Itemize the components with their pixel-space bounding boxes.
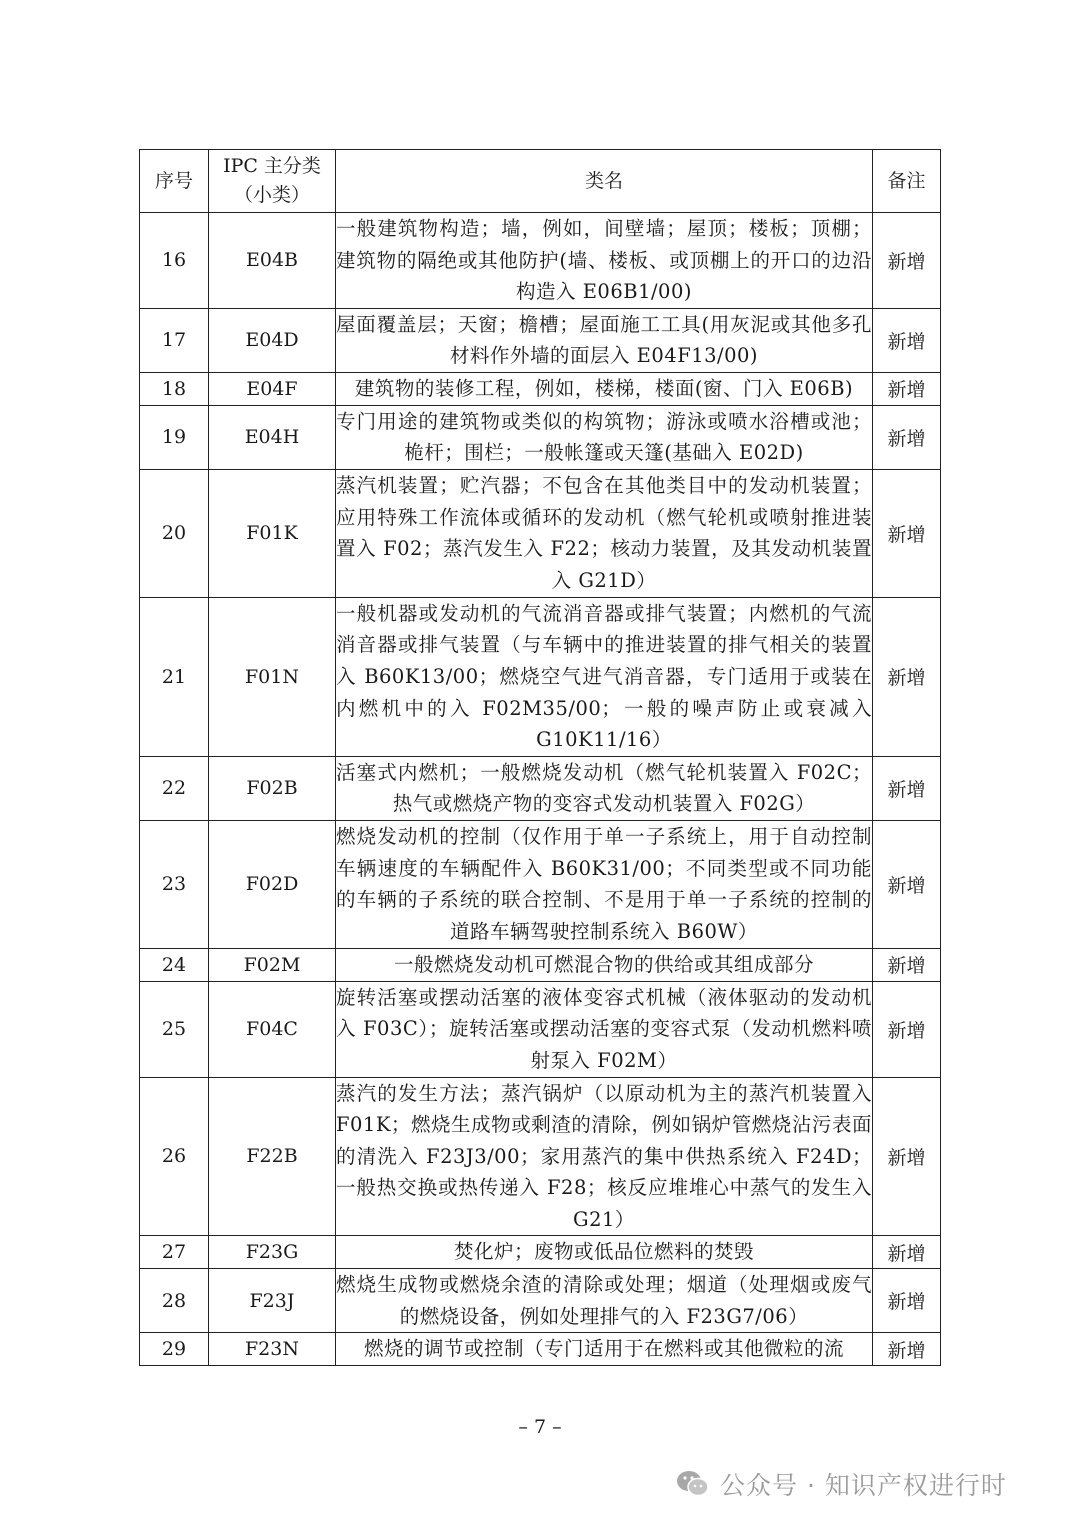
table-row xyxy=(140,372,941,405)
class-name-cell: 专门用途的建筑物或类似的构筑物；游泳或喷水浴槽或池；桅杆；围栏；一般帐篷或天篷(基础入 E02D) xyxy=(336,405,873,469)
note-cell: 新增 xyxy=(873,820,941,948)
wechat-icon xyxy=(676,1469,710,1499)
table-row xyxy=(140,1269,941,1333)
class-name-cell: 蒸汽的发生方法；蒸汽锅炉（以原动机为主的蒸汽机装置入 F01K；燃烧生成物或剩渣的清除，例如锅炉管燃烧沾污表面的清洗入 F23J3/00；家用蒸汽的集中供热系统入 F24D；一般热交换或热传递入 F28；核反应堆堆心中蒸气的发生入 G21） xyxy=(336,1077,873,1236)
class-name-cell: 一般建筑物构造；墙，例如，间壁墙；屋顶；楼板；顶棚；建筑物的隔绝或其他防护(墙、楼板、或顶棚上的开口的边沿构造入 E06B1/00) xyxy=(336,213,873,309)
ipc-code-cell: E04B xyxy=(209,213,336,309)
seq-cell: 29 xyxy=(140,1333,209,1366)
seq-cell: 27 xyxy=(140,1236,209,1269)
table-row xyxy=(140,756,941,820)
ipc-code-cell: F02M xyxy=(209,948,336,981)
table-row xyxy=(140,981,941,1077)
ipc-code-cell: F23N xyxy=(209,1333,336,1366)
ipc-code-cell: F22B xyxy=(209,1077,336,1236)
table-row xyxy=(140,948,941,981)
table-row xyxy=(140,469,941,597)
seq-cell: 17 xyxy=(140,308,209,372)
ipc-table xyxy=(139,149,941,1366)
class-name-cell: 旋转活塞或摆动活塞的液体变容式机械（液体驱动的发动机入 F03C）；旋转活塞或摆动活塞的变容式泵（发动机燃料喷射泵入 F02M） xyxy=(336,981,873,1077)
ipc-code-cell: F23J xyxy=(209,1269,336,1333)
table-row xyxy=(140,1333,941,1366)
note-cell: 新增 xyxy=(873,1333,941,1366)
note-cell: 新增 xyxy=(873,948,941,981)
note-cell: 新增 xyxy=(873,213,941,309)
class-name-cell: 蒸汽机装置；贮汽器；不包含在其他类目中的发动机装置；应用特殊工作流体或循环的发动机（燃气轮机或喷射推进装置入 F02；蒸汽发生入 F22；核动力装置，及其发动机装置入 G21D） xyxy=(336,469,873,597)
page-number: – 7 – xyxy=(518,1416,562,1438)
ipc-code-cell: E04D xyxy=(209,308,336,372)
header-name: 类名 xyxy=(336,150,873,213)
seq-cell: 25 xyxy=(140,981,209,1077)
class-name-cell: 燃烧生成物或燃烧余渣的清除或处理；烟道（处理烟或废气的燃烧设备，例如处理排气的入 F23G7/06） xyxy=(336,1269,873,1333)
class-name-cell: 燃烧的调节或控制（专门适用于在燃料或其他微粒的流 xyxy=(336,1333,873,1366)
header-ipc-line2: （小类） xyxy=(233,184,310,206)
ipc-code-cell: E04F xyxy=(209,372,336,405)
note-cell: 新增 xyxy=(873,981,941,1077)
table-row xyxy=(140,213,941,309)
note-cell: 新增 xyxy=(873,469,941,597)
ipc-code-cell: F04C xyxy=(209,981,336,1077)
note-cell: 新增 xyxy=(873,308,941,372)
seq-cell: 26 xyxy=(140,1077,209,1236)
table-row xyxy=(140,1236,941,1269)
seq-cell: 23 xyxy=(140,820,209,948)
note-cell: 新增 xyxy=(873,372,941,405)
note-cell: 新增 xyxy=(873,405,941,469)
seq-cell: 22 xyxy=(140,756,209,820)
ipc-code-cell: F23G xyxy=(209,1236,336,1269)
watermark-text: 公众号 · 知识产权进行时 xyxy=(720,1471,1007,1500)
note-cell: 新增 xyxy=(873,597,941,756)
header-ipc xyxy=(209,150,336,213)
class-name-cell: 屋面覆盖层；天窗；檐槽；屋面施工工具(用灰泥或其他多孔材料作外墙的面层入 E04F13/00) xyxy=(336,308,873,372)
seq-cell: 24 xyxy=(140,948,209,981)
ipc-code-cell: F02B xyxy=(209,756,336,820)
table-row xyxy=(140,405,941,469)
note-cell: 新增 xyxy=(873,756,941,820)
table-body xyxy=(140,213,941,1366)
note-cell: 新增 xyxy=(873,1236,941,1269)
class-name-cell: 一般燃烧发动机可燃混合物的供给或其组成部分 xyxy=(336,948,873,981)
ipc-code-cell: F02D xyxy=(209,820,336,948)
note-cell: 新增 xyxy=(873,1269,941,1333)
header-note: 备注 xyxy=(873,150,941,213)
table-row xyxy=(140,308,941,372)
note-cell: 新增 xyxy=(873,1077,941,1236)
table-header-row xyxy=(140,150,941,213)
class-name-cell: 一般机器或发动机的气流消音器或排气装置；内燃机的气流消音器或排气装置（与车辆中的推进装置的排气相关的装置入 B60K13/00；燃烧空气进气消音器，专门适用于或装在内燃机中的入 F02M35/00；一般的噪声防止或衰减入 G10K11/16） xyxy=(336,597,873,756)
table-row xyxy=(140,1077,941,1236)
seq-cell: 28 xyxy=(140,1269,209,1333)
watermark xyxy=(676,1466,1007,1502)
class-name-cell: 活塞式内燃机；一般燃烧发动机（燃气轮机装置入 F02C；热气或燃烧产物的变容式发动机装置入 F02G） xyxy=(336,756,873,820)
seq-cell: 21 xyxy=(140,597,209,756)
class-name-cell: 燃烧发动机的控制（仅作用于单一子系统上，用于自动控制车辆速度的车辆配件入 B60K31/00；不同类型或不同功能的车辆的子系统的联合控制、不是用于单一子系统的控制的道路车辆驾驶控制系统入 B60W） xyxy=(336,820,873,948)
seq-cell: 16 xyxy=(140,213,209,309)
class-name-cell: 建筑物的装修工程，例如，楼梯，楼面(窗、门入 E06B) xyxy=(336,372,873,405)
header-seq: 序号 xyxy=(140,150,209,213)
class-name-cell: 焚化炉；废物或低品位燃料的焚毁 xyxy=(336,1236,873,1269)
ipc-code-cell: F01K xyxy=(209,469,336,597)
seq-cell: 18 xyxy=(140,372,209,405)
table-row xyxy=(140,820,941,948)
seq-cell: 19 xyxy=(140,405,209,469)
ipc-code-cell: E04H xyxy=(209,405,336,469)
ipc-code-cell: F01N xyxy=(209,597,336,756)
table-row xyxy=(140,597,941,756)
seq-cell: 20 xyxy=(140,469,209,597)
header-ipc-line1: IPC 主分类 xyxy=(223,155,321,177)
